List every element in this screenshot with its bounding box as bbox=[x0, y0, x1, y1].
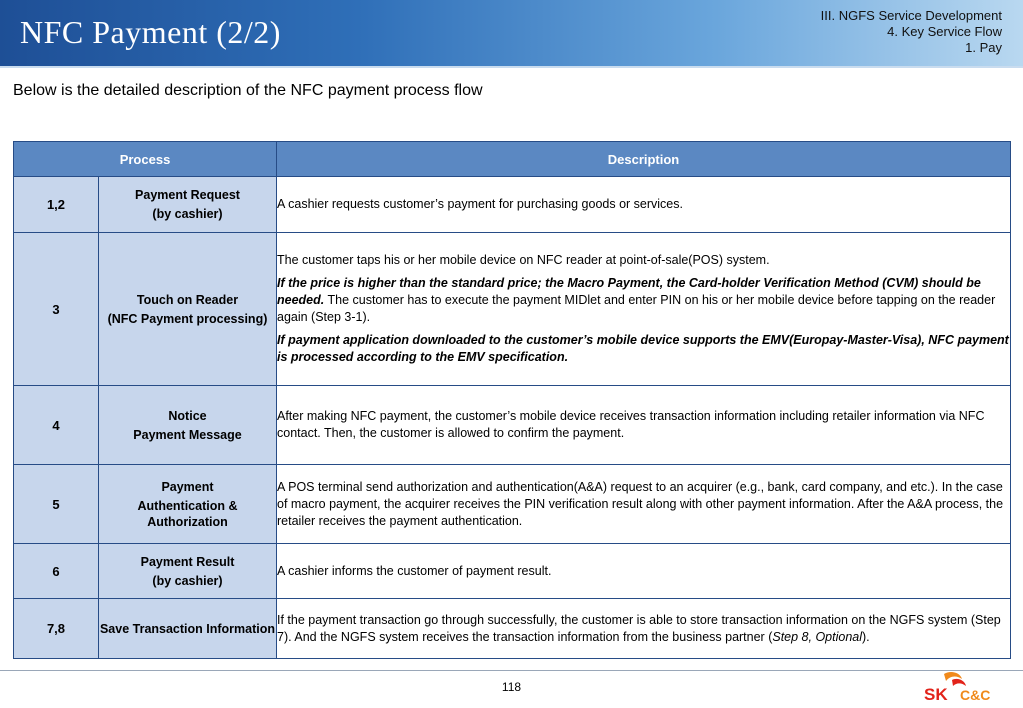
title-banner bbox=[0, 0, 1023, 68]
process-line: (by cashier) bbox=[152, 207, 223, 221]
intro-text: Below is the detailed description of the NFC payment process flow bbox=[13, 82, 483, 99]
description-text: The customer has to execute the payment MIDlet and enter PIN on his or her mobile device before tapping on the reader again (Step 3-1). bbox=[277, 293, 996, 324]
process-description: A cashier informs the customer of payment result. bbox=[277, 544, 1011, 599]
process-name bbox=[99, 233, 277, 386]
page-title: NFC Payment (2/2) bbox=[20, 14, 281, 50]
step-number: 3 bbox=[14, 233, 99, 386]
process-line: Touch on Reader bbox=[136, 292, 239, 307]
description-paragraph: The customer taps his or her mobile device on NFC reader at point-of-sale(POS) system. bbox=[277, 253, 770, 267]
table-row bbox=[14, 599, 1011, 659]
step-number: 1,2 bbox=[14, 177, 99, 233]
process-line: Authentication & Authorization bbox=[137, 498, 238, 529]
breadcrumb-section: III. NGFS Service Development bbox=[820, 8, 1002, 23]
footer-divider bbox=[0, 670, 1023, 671]
process-description: A POS terminal send authorization and authentication(A&A) request to an acquirer (e.g., bank, card company, and etc.). In the case of macro payment, the acquirer receives the PIN verification result along with other payment information. After the A&A process, the retailer receives the payment authentication. bbox=[277, 465, 1011, 544]
process-name bbox=[99, 544, 277, 599]
process-line: (NFC Payment processing) bbox=[107, 311, 268, 326]
process-line: Payment Request bbox=[135, 188, 240, 202]
process-name bbox=[99, 599, 277, 659]
logo-sk: SK bbox=[924, 685, 948, 704]
process-line: Notice bbox=[168, 408, 207, 423]
table-row bbox=[14, 233, 1011, 386]
table-row bbox=[14, 465, 1011, 544]
sk-cc-logo bbox=[922, 670, 1002, 706]
breadcrumb-item: 1. Pay bbox=[965, 40, 1002, 55]
process-line: Payment bbox=[161, 479, 214, 494]
process-line: (by cashier) bbox=[152, 573, 223, 588]
process-name bbox=[99, 386, 277, 465]
process-description bbox=[277, 599, 1011, 659]
page-number: 118 bbox=[501, 680, 522, 694]
emphasis-text: If the price is higher than the standard price; the Macro Payment, the Card-holder Verification Method (CVM) should be needed. bbox=[277, 276, 981, 307]
step-number: 5 bbox=[14, 465, 99, 544]
step-number: 4 bbox=[14, 386, 99, 465]
table-row bbox=[14, 177, 1011, 233]
description-paragraph: If payment application downloaded to the customer’s mobile device supports the EMV(Europay-Master-Visa), NFC payment is processed according to the EMV specification. bbox=[277, 333, 1009, 364]
description-text: ). bbox=[862, 629, 870, 644]
breadcrumb-subsection: 4. Key Service Flow bbox=[887, 24, 1002, 39]
description-text: If the payment transaction go through successfully, the customer is able to store transaction information on the NGFS system (Step 7). And the NGFS system receives the transaction information from the business partner ( bbox=[277, 612, 1001, 644]
process-table bbox=[13, 141, 1011, 659]
description-header: Description bbox=[277, 142, 1011, 177]
table-row bbox=[14, 386, 1011, 465]
process-description bbox=[277, 233, 1011, 386]
butterfly-wing-icon bbox=[952, 679, 966, 686]
table-header-row bbox=[14, 142, 1011, 177]
process-line: Payment Result bbox=[140, 554, 235, 569]
process-name bbox=[99, 465, 277, 544]
table-row bbox=[14, 544, 1011, 599]
step-number: 7,8 bbox=[14, 599, 99, 659]
process-name bbox=[99, 177, 277, 233]
process-line: Save Transaction Information bbox=[99, 621, 276, 636]
description-paragraph bbox=[277, 275, 1010, 326]
process-header: Process bbox=[14, 142, 277, 177]
process-line: Payment Message bbox=[133, 427, 242, 442]
breadcrumb bbox=[821, 8, 1002, 56]
process-description: A cashier requests customer’s payment for purchasing goods or services. bbox=[277, 177, 1011, 233]
logo-cc: C&C bbox=[960, 687, 991, 703]
step-number: 6 bbox=[14, 544, 99, 599]
emphasis-text: Step 8, Optional bbox=[772, 629, 863, 644]
process-description: After making NFC payment, the customer’s mobile device receives transaction information including retailer information via NFC contact. Then, the customer is allowed to confirm the payment. bbox=[277, 386, 1011, 465]
